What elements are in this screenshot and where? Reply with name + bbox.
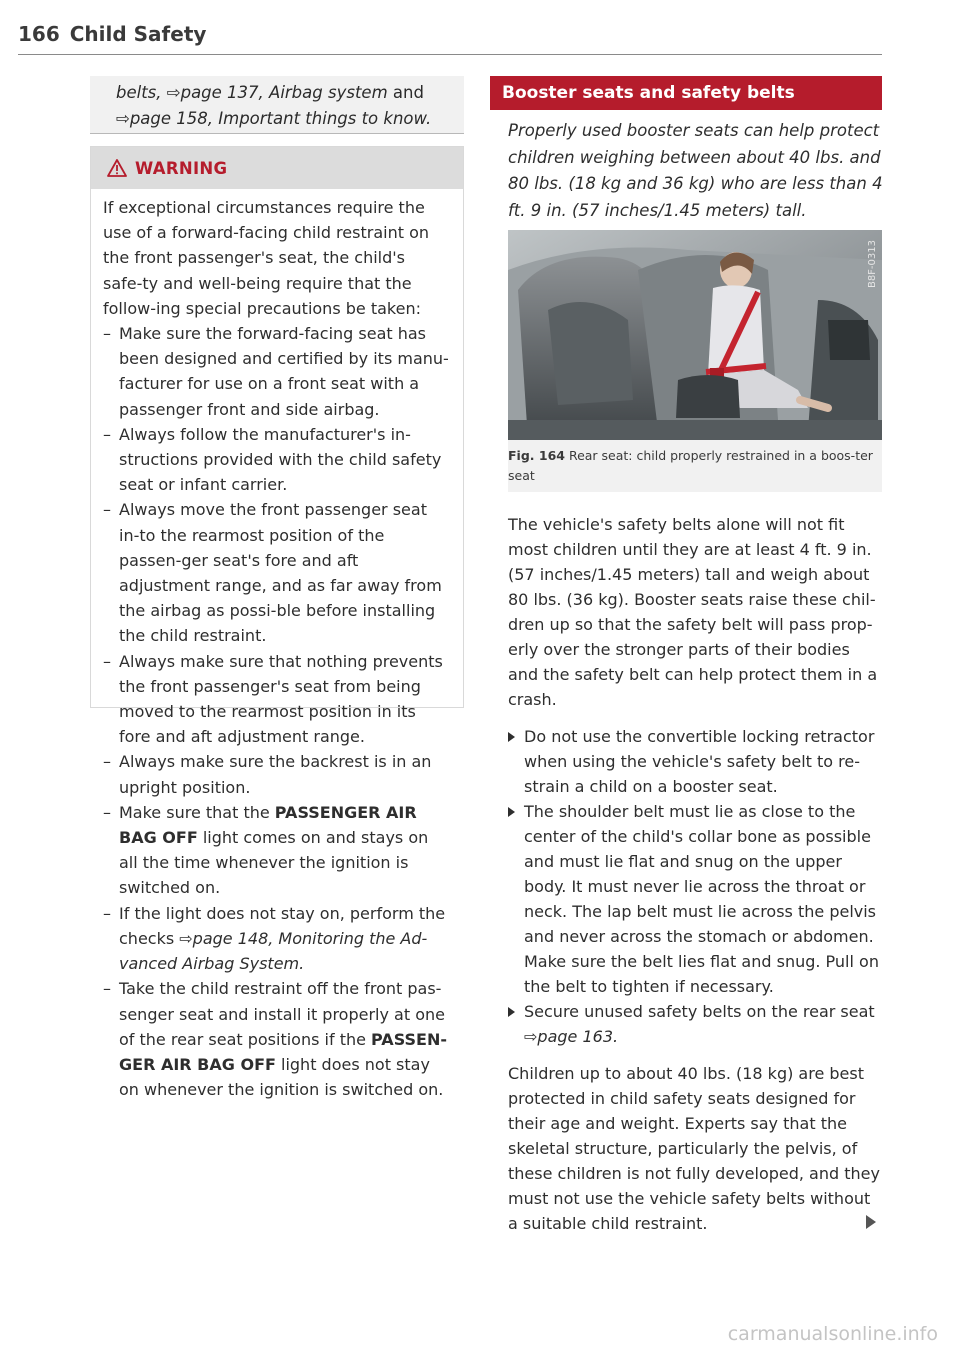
warning-item: – Always move the front passenger seat in-to the rearmost position of the passen-ger seat's fore and aft adjustment range, and as far away from the airbag as possi-ble before installing the child restraint.: [103, 497, 449, 648]
warning-intro: If exceptional circumstances require the use of a forward-facing child restraint on the front passenger's seat, the child's safe-ty and well-being require that the follow-ing special precautions be taken:: [103, 198, 429, 318]
note-and: and: [387, 83, 424, 102]
link-important-things[interactable]: ⇨page 158, Important things to know.: [116, 109, 432, 128]
bullet-arrow-icon: [508, 732, 515, 742]
warning-header: [91, 147, 463, 189]
bullet-text: Do not use the convertible locking retractor when using the vehicle's safety belt to re-strain a child on a booster seat.: [524, 727, 875, 796]
bullet-item: [508, 999, 884, 1049]
right-body: [508, 512, 884, 1236]
airbag-off-label: PASSEN-GER AIR BAG OFF: [119, 1029, 447, 1074]
warning-item: [103, 976, 449, 1102]
continue-arrow-icon: [866, 1215, 876, 1229]
item8-post: light does not stay on whenever the ignition is switched on.: [119, 1054, 444, 1100]
bullet-arrow-icon: [508, 1007, 515, 1017]
warning-item: – Always follow the manufacturer's in-structions provided with the child safety seat or infant carrier.: [103, 422, 449, 498]
item6-post: light comes on and stays on all the time whenever the ignition is switched on.: [119, 828, 429, 898]
figure-164: [508, 230, 882, 492]
warning-item: – Always make sure that nothing prevents the front passenger's seat from being moved to the rearmost position in its fore and aft adjustment range.: [103, 649, 449, 750]
booster-seat-photo: [508, 230, 882, 440]
warning-item: [103, 800, 449, 901]
link-page-163[interactable]: ⇨page 163.: [524, 1027, 619, 1046]
bullet-text: The shoulder belt must lie as close to the center of the child's collar bone as possible and must lie flat and snug on the upper body. It must never lie across the throat or neck. The lap belt must lie across the pelvis and never across the stomach or abdomen. Make sure the belt lies flat and snug. Pull on the belt to tighten if necessary.: [524, 802, 879, 996]
item7-pre: If the light does not stay on, perform the checks: [119, 903, 446, 948]
continued-note-box: [90, 76, 464, 134]
warning-title: WARNING: [135, 158, 228, 178]
item8-pre: Take the child restraint off the front pas-senger seat and install it properly at one of the rear seat positions if the: [119, 979, 445, 1049]
paragraph: Children up to about 40 lbs. (18 kg) are best protected in child safety seats designed for their age and weight. Experts say that the skeletal structure, particularly the pelvis, of these children is not fully developed, and they must not use the vehicle safety belts without a suitable child restraint.: [508, 1064, 880, 1233]
warning-item: – Make sure the forward-facing seat has been designed and certified by its manu-facturer for use on a front seat with a passenger front and side airbag.: [103, 321, 449, 422]
link-airbag-system[interactable]: ⇨page 137, Airbag system: [166, 83, 388, 102]
warning-item: [103, 901, 449, 977]
paragraph: The vehicle's safety belts alone will not fit most children until they are at least 4 ft. 9 in. (57 inches/1.45 meters) tall and weigh about 80 lbs. (36 kg). Booster seats raise these chil-dren up so that the safety belt will pass prop-erly over the stronger parts of their bodies and the safety belt can help protect them in a crash.: [508, 515, 878, 709]
figure-label: Fig. 164: [508, 448, 565, 463]
warning-box: [90, 146, 464, 1100]
bullet-item: [508, 799, 884, 999]
page-header: [18, 22, 882, 55]
bullet-arrow-icon: [508, 807, 515, 817]
bullet-text: Secure unused safety belts on the rear seat: [524, 1002, 875, 1021]
watermark: carmanualsonline.info: [727, 1323, 938, 1345]
airbag-off-label: PASSENGER AIR BAG OFF: [119, 802, 417, 848]
item6-pre: Make sure that the: [119, 802, 275, 822]
figure-caption-text: Rear seat: child properly restrained in a boos-ter seat: [508, 448, 873, 483]
figure-code: B8F-0313: [867, 240, 878, 289]
section-name: Child Safety: [69, 22, 207, 46]
section-title: Booster seats and safety belts: [490, 76, 882, 110]
page-number: 166: [18, 22, 60, 46]
note-pre: belts,: [116, 83, 167, 102]
warning-triangle-icon: [107, 159, 127, 177]
figure-caption: [508, 446, 882, 486]
link-monitoring-airbag[interactable]: ⇨page 148, Monitoring the Ad-vanced Airbag System.: [119, 928, 428, 974]
bullet-item: [508, 724, 884, 799]
section-intro: Properly used booster seats can help protect children weighing between about 40 lbs. and 80 lbs. (18 kg and 36 kg) who are less than 4 ft. 9 in. (57 inches/1.45 meters) tall.: [508, 121, 883, 220]
warning-body: [91, 189, 463, 1102]
warning-item: – Always make sure the backrest is in an upright position.: [103, 749, 449, 799]
